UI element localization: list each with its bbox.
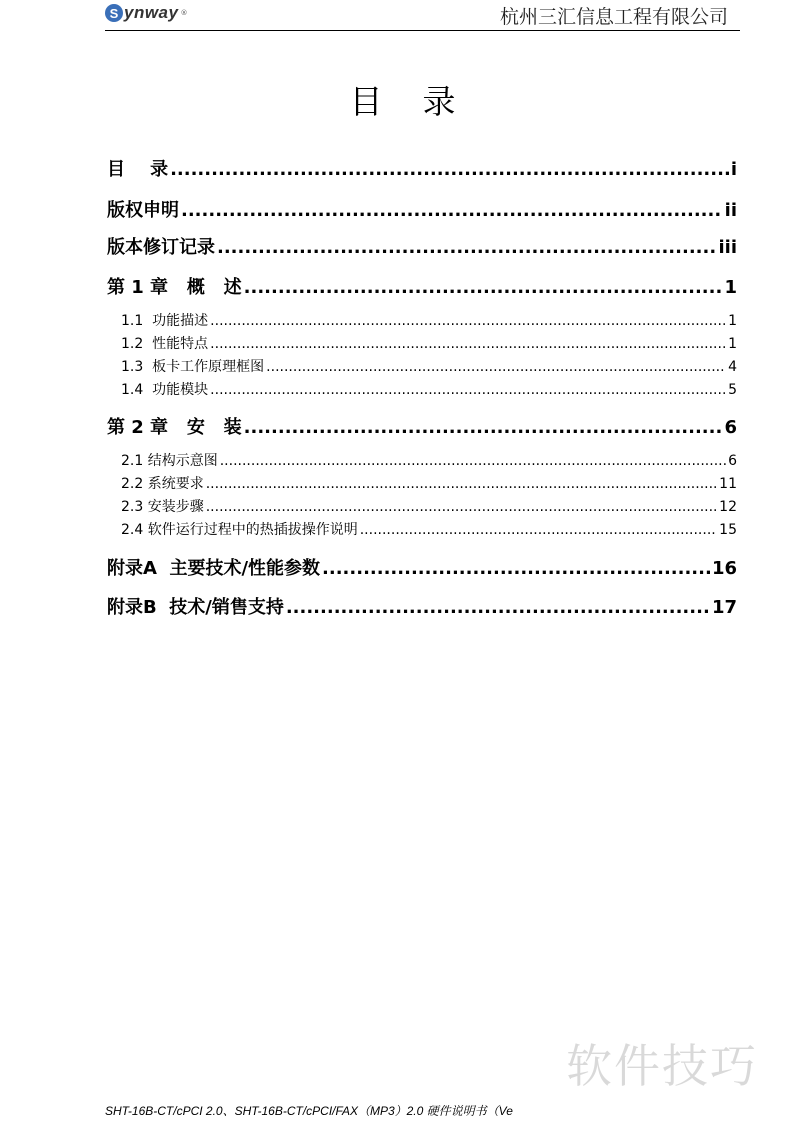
toc-entry-label: 2.4 软件运行过程中的热插拔操作说明 bbox=[121, 522, 358, 538]
watermark-text: 软件技巧 bbox=[566, 1039, 758, 1093]
toc-entry[interactable] bbox=[107, 554, 737, 580]
toc-leader bbox=[217, 237, 716, 258]
toc-entry-label: 2.2 系统要求 bbox=[121, 476, 204, 492]
logo-text: ynway bbox=[124, 3, 179, 22]
toc-leader bbox=[322, 558, 710, 579]
toc-entry-label: 2.3 安装步骤 bbox=[121, 499, 204, 515]
toc-entry-page: 6 bbox=[724, 417, 737, 438]
toc-entry[interactable] bbox=[121, 333, 737, 353]
toc-entry-page: 12 bbox=[719, 499, 737, 515]
toc-entry[interactable] bbox=[121, 519, 737, 539]
toc-entry-label: 1.3 板卡工作原理框图 bbox=[121, 359, 265, 375]
toc-entry[interactable] bbox=[121, 496, 737, 516]
toc-entry-label: 1.2 性能特点 bbox=[121, 336, 209, 352]
toc-entry-label: 1.1 功能描述 bbox=[121, 313, 209, 329]
toc-entry-page: 4 bbox=[728, 359, 737, 375]
toc-entry-page: 5 bbox=[728, 382, 737, 398]
toc-leader bbox=[210, 313, 726, 329]
toc-entry-label: 1.4 功能模块 bbox=[121, 382, 209, 398]
toc-entry-label: 版本修订记录 bbox=[107, 237, 215, 258]
toc-entry-page: 16 bbox=[711, 558, 737, 579]
toc-leader bbox=[206, 499, 717, 515]
toc-entry[interactable] bbox=[121, 379, 737, 399]
toc-leader bbox=[360, 522, 717, 538]
toc-entry-label: 2.1 结构示意图 bbox=[121, 453, 218, 469]
toc-entry-page: 6 bbox=[728, 453, 737, 469]
toc-entry-label: 版权申明 bbox=[107, 200, 179, 221]
toc-entry-page: 17 bbox=[711, 597, 737, 618]
toc-entry[interactable] bbox=[107, 413, 737, 439]
toc-entry[interactable] bbox=[121, 450, 737, 470]
toc-entry[interactable] bbox=[121, 310, 737, 330]
company-name: 杭州三汇信息工程有限公司 bbox=[499, 6, 728, 28]
toc-entry[interactable] bbox=[107, 273, 737, 299]
toc-leader bbox=[210, 336, 726, 352]
toc-leader bbox=[244, 417, 723, 438]
toc-entry-page: 15 bbox=[719, 522, 737, 538]
toc-entry-page: ii bbox=[724, 200, 737, 221]
toc-leader bbox=[220, 453, 726, 469]
toc-entry-page: 1 bbox=[728, 336, 737, 352]
page-footer: SHT-16B-CT/cPCI 2.0、SHT-16B-CT/cPCI/FAX（MP3）2.0 硬件说明书（Ve bbox=[105, 1104, 513, 1118]
page-header bbox=[105, 0, 740, 31]
toc-entry-page: 11 bbox=[719, 476, 737, 492]
toc-leader bbox=[210, 382, 726, 398]
toc-leader bbox=[244, 277, 723, 298]
toc-entry-page: iii bbox=[718, 237, 737, 258]
toc-leader bbox=[170, 159, 729, 180]
synway-logo bbox=[105, 2, 187, 24]
page-title: 目录 bbox=[349, 82, 496, 121]
toc-entry-page: 1 bbox=[724, 277, 737, 298]
toc-entry[interactable] bbox=[107, 155, 737, 181]
toc-entry[interactable] bbox=[121, 473, 737, 493]
toc-entry-label: 目 录 bbox=[107, 159, 169, 180]
toc-entry-label: 附录A 主要技术/性能参数 bbox=[107, 558, 321, 579]
logo-mark-icon: S bbox=[105, 4, 123, 22]
toc-entry-label: 第 1 章 概 述 bbox=[107, 277, 242, 298]
toc-entry[interactable] bbox=[121, 356, 737, 376]
toc-entry-page: i bbox=[730, 159, 737, 180]
toc-entry[interactable] bbox=[107, 196, 737, 222]
toc-leader bbox=[286, 597, 710, 618]
toc-leader bbox=[181, 200, 723, 221]
toc-entry[interactable] bbox=[107, 593, 737, 619]
registered-mark: ® bbox=[180, 9, 188, 17]
toc-entry-label: 附录B 技术/销售支持 bbox=[107, 597, 284, 618]
toc-entry-label: 第 2 章 安 装 bbox=[107, 417, 242, 438]
toc-leader bbox=[266, 359, 726, 375]
toc-entry[interactable] bbox=[107, 233, 737, 259]
toc-entry-page: 1 bbox=[728, 313, 737, 329]
toc-leader bbox=[206, 476, 717, 492]
